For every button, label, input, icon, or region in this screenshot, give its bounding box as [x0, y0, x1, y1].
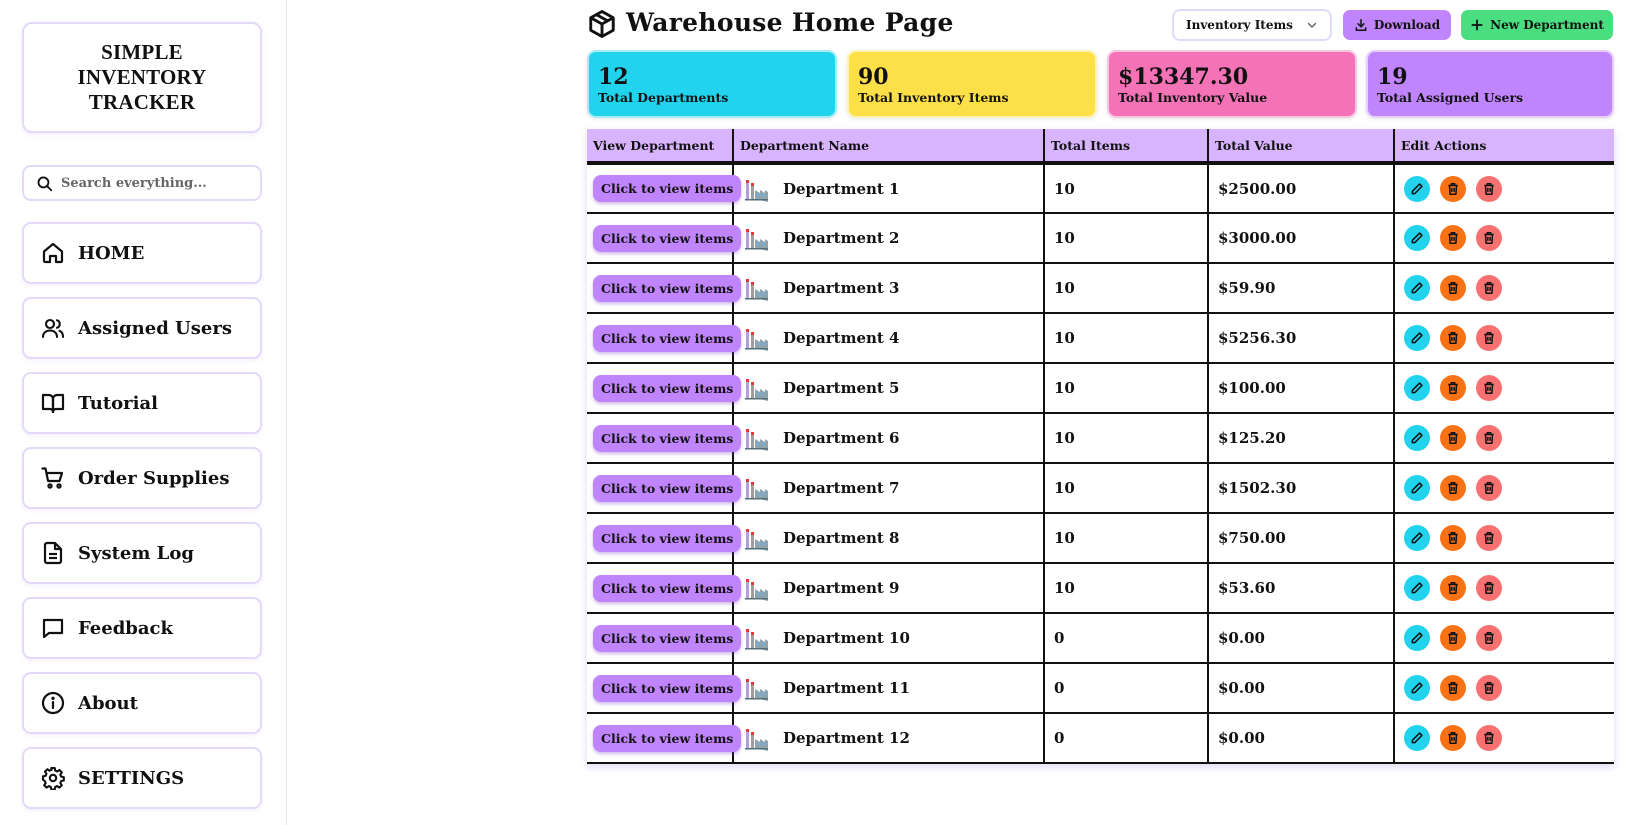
sidebar-item-label: Feedback	[78, 617, 173, 639]
trash-icon	[1482, 231, 1496, 245]
delete-items-button[interactable]	[1440, 525, 1466, 551]
view-cell	[587, 213, 733, 263]
sidebar-item-order-supplies[interactable]	[22, 447, 262, 509]
items-cell: 10	[1044, 313, 1208, 363]
trash-icon	[1482, 381, 1496, 395]
department-name: Department 5	[783, 379, 900, 397]
name-cell	[733, 213, 1044, 263]
trash-icon	[1446, 231, 1460, 245]
delete-department-button[interactable]	[1476, 176, 1502, 202]
items-cell: 10	[1044, 363, 1208, 413]
actions-cell	[1394, 163, 1614, 213]
trash-icon	[1482, 681, 1496, 695]
name-cell	[733, 413, 1044, 463]
trash-icon	[1482, 531, 1496, 545]
actions-cell	[1394, 563, 1614, 613]
column-header: Department Name	[733, 129, 1044, 163]
column-header: Total Value	[1208, 129, 1394, 163]
delete-department-button[interactable]	[1476, 325, 1502, 351]
table-row	[587, 213, 1614, 263]
trash-icon	[1446, 681, 1460, 695]
department-name: Department 3	[783, 279, 900, 297]
delete-department-button[interactable]	[1476, 625, 1502, 651]
view-items-button[interactable]: Click to view items	[593, 525, 741, 552]
trash-icon	[1446, 731, 1460, 745]
stat-value: 90	[858, 64, 889, 90]
items-cell: 10	[1044, 563, 1208, 613]
table-row	[587, 363, 1614, 413]
delete-department-button[interactable]	[1476, 375, 1502, 401]
delete-items-button[interactable]	[1440, 675, 1466, 701]
trash-icon	[1482, 281, 1496, 295]
sidebar-item-label: Assigned Users	[78, 317, 232, 339]
sidebar-item-tutorial[interactable]	[22, 372, 262, 434]
box-icon	[587, 8, 617, 40]
name-cell	[733, 713, 1044, 763]
table-row	[587, 163, 1614, 213]
sidebar-item-assigned-users[interactable]	[22, 297, 262, 359]
items-cell: 0	[1044, 713, 1208, 763]
search-input[interactable]	[61, 176, 251, 191]
delete-items-button[interactable]	[1440, 575, 1466, 601]
factory-icon	[743, 275, 769, 301]
delete-department-button[interactable]	[1476, 575, 1502, 601]
edit-button[interactable]	[1404, 625, 1430, 651]
view-cell	[587, 563, 733, 613]
trash-icon	[1446, 531, 1460, 545]
home-icon	[41, 241, 65, 265]
edit-button[interactable]	[1404, 725, 1430, 751]
name-cell	[733, 563, 1044, 613]
pencil-icon	[1410, 331, 1424, 345]
pencil-icon	[1410, 731, 1424, 745]
view-cell	[587, 413, 733, 463]
trash-icon	[1482, 331, 1496, 345]
name-cell	[733, 663, 1044, 713]
edit-button[interactable]	[1404, 425, 1430, 451]
message-icon	[41, 616, 65, 640]
department-name: Department 6	[783, 429, 900, 447]
delete-items-button[interactable]	[1440, 725, 1466, 751]
edit-button[interactable]	[1404, 525, 1430, 551]
sidebar-item-label: Order Supplies	[78, 467, 230, 489]
view-cell	[587, 663, 733, 713]
value-cell: $5256.30	[1208, 313, 1394, 363]
sidebar-item-feedback[interactable]	[22, 597, 262, 659]
trash-icon	[1446, 581, 1460, 595]
view-items-button[interactable]: Click to view items	[593, 725, 741, 752]
factory-icon	[743, 325, 769, 351]
gear-icon	[41, 766, 65, 790]
trash-icon	[1482, 182, 1496, 196]
factory-icon	[743, 625, 769, 651]
actions-cell	[1394, 463, 1614, 513]
table-row	[587, 463, 1614, 513]
trash-icon	[1446, 431, 1460, 445]
name-cell	[733, 513, 1044, 563]
sidebar-item-label: System Log	[78, 542, 194, 564]
delete-department-button[interactable]	[1476, 425, 1502, 451]
view-cell	[587, 313, 733, 363]
chevron-down-icon	[1306, 19, 1318, 31]
new-department-label: New Department	[1490, 18, 1604, 32]
view-items-button[interactable]: Click to view items	[593, 575, 741, 602]
factory-icon	[743, 225, 769, 251]
view-cell	[587, 513, 733, 563]
pencil-icon	[1410, 481, 1424, 495]
sidebar	[0, 0, 287, 825]
column-header: View Department	[587, 129, 733, 163]
column-header: Edit Actions	[1394, 129, 1614, 163]
delete-items-button[interactable]	[1440, 275, 1466, 301]
delete-department-button[interactable]	[1476, 475, 1502, 501]
trash-icon	[1446, 381, 1460, 395]
actions-cell	[1394, 713, 1614, 763]
sidebar-item-label: HOME	[78, 242, 145, 264]
select-value: Inventory Items	[1186, 18, 1293, 32]
items-cell: 0	[1044, 613, 1208, 663]
trash-icon	[1446, 182, 1460, 196]
stat-card-inventory-items	[847, 50, 1097, 118]
edit-button[interactable]	[1404, 225, 1430, 251]
value-cell: $0.00	[1208, 713, 1394, 763]
table-row	[587, 713, 1614, 763]
stat-label: Total Departments	[598, 90, 729, 105]
actions-cell	[1394, 313, 1614, 363]
pencil-icon	[1410, 231, 1424, 245]
logo-line: TRACKER	[88, 90, 196, 114]
download-label: Download	[1373, 18, 1441, 32]
delete-department-button[interactable]	[1476, 675, 1502, 701]
sidebar-item-system-log[interactable]	[22, 522, 262, 584]
factory-icon	[743, 176, 769, 202]
stat-value: 19	[1377, 64, 1408, 90]
table-row	[587, 263, 1614, 313]
actions-cell	[1394, 263, 1614, 313]
factory-icon	[743, 525, 769, 551]
view-items-button[interactable]: Click to view items	[593, 425, 741, 452]
trash-icon	[1446, 281, 1460, 295]
factory-icon	[743, 725, 769, 751]
download-icon	[1354, 18, 1368, 32]
page-title: Warehouse Home Page	[626, 8, 954, 37]
items-cell: 10	[1044, 513, 1208, 563]
name-cell	[733, 463, 1044, 513]
value-cell: $59.90	[1208, 263, 1394, 313]
stat-label: Total Inventory Items	[858, 90, 1009, 105]
trash-icon	[1482, 481, 1496, 495]
items-cell: 10	[1044, 413, 1208, 463]
trash-icon	[1482, 631, 1496, 645]
app-logo[interactable]	[22, 22, 262, 133]
department-name: Department 4	[783, 329, 900, 347]
department-name: Department 9	[783, 579, 900, 597]
pencil-icon	[1410, 581, 1424, 595]
table-row	[587, 663, 1614, 713]
table-row	[587, 513, 1614, 563]
pencil-icon	[1410, 281, 1424, 295]
pencil-icon	[1410, 531, 1424, 545]
sidebar-item-label: SETTINGS	[78, 767, 185, 789]
value-cell: $3000.00	[1208, 213, 1394, 263]
view-cell	[587, 263, 733, 313]
department-name: Department 12	[783, 729, 910, 747]
view-cell	[587, 363, 733, 413]
view-select[interactable]	[1172, 9, 1332, 41]
trash-icon	[1482, 731, 1496, 745]
trash-icon	[1446, 481, 1460, 495]
edit-button[interactable]	[1404, 475, 1430, 501]
value-cell: $53.60	[1208, 563, 1394, 613]
column-header: Total Items	[1044, 129, 1208, 163]
delete-items-button[interactable]	[1440, 225, 1466, 251]
book-icon	[41, 391, 65, 415]
search-box	[22, 165, 262, 201]
department-name: Department 10	[783, 629, 910, 647]
edit-button[interactable]	[1404, 275, 1430, 301]
items-cell: 10	[1044, 463, 1208, 513]
value-cell: $0.00	[1208, 613, 1394, 663]
department-name: Department 11	[783, 679, 910, 697]
trash-icon	[1482, 581, 1496, 595]
view-cell	[587, 163, 733, 213]
stat-value: $13347.30	[1118, 64, 1249, 90]
value-cell: $100.00	[1208, 363, 1394, 413]
name-cell	[733, 313, 1044, 363]
factory-icon	[743, 425, 769, 451]
name-cell	[733, 263, 1044, 313]
department-name: Department 1	[783, 179, 900, 198]
pencil-icon	[1410, 381, 1424, 395]
stat-label: Total Assigned Users	[1377, 90, 1524, 105]
pencil-icon	[1410, 182, 1424, 196]
delete-department-button[interactable]	[1476, 275, 1502, 301]
sidebar-item-about[interactable]	[22, 672, 262, 734]
view-items-button[interactable]: Click to view items	[593, 175, 741, 202]
trash-icon	[1446, 331, 1460, 345]
name-cell	[733, 163, 1044, 213]
name-cell	[733, 613, 1044, 663]
factory-icon	[743, 575, 769, 601]
actions-cell	[1394, 663, 1614, 713]
logo-line: INVENTORY	[77, 65, 207, 89]
stat-card-inventory-value	[1107, 50, 1357, 118]
edit-button[interactable]	[1404, 176, 1430, 202]
users-icon	[41, 316, 65, 340]
info-icon	[41, 691, 65, 715]
delete-department-button[interactable]	[1476, 525, 1502, 551]
view-cell	[587, 613, 733, 663]
delete-items-button[interactable]	[1440, 176, 1466, 202]
table-header-row	[587, 129, 1614, 163]
file-icon	[41, 541, 65, 565]
name-cell	[733, 363, 1044, 413]
sidebar-item-settings[interactable]	[22, 747, 262, 809]
view-items-button[interactable]: Click to view items	[593, 625, 741, 652]
stat-value: 12	[598, 64, 629, 90]
pencil-icon	[1410, 631, 1424, 645]
table-row	[587, 313, 1614, 363]
actions-cell	[1394, 363, 1614, 413]
actions-cell	[1394, 613, 1614, 663]
departments-table	[587, 129, 1614, 764]
department-name: Department 2	[783, 229, 900, 247]
department-name: Department 8	[783, 529, 900, 547]
edit-button[interactable]	[1404, 375, 1430, 401]
stat-card-departments	[587, 50, 837, 118]
edit-button[interactable]	[1404, 575, 1430, 601]
factory-icon	[743, 375, 769, 401]
delete-department-button[interactable]	[1476, 225, 1502, 251]
actions-cell	[1394, 413, 1614, 463]
view-cell	[587, 713, 733, 763]
cart-icon	[41, 466, 65, 490]
stat-card-assigned-users	[1366, 50, 1614, 118]
value-cell: $0.00	[1208, 663, 1394, 713]
items-cell: 10	[1044, 213, 1208, 263]
new-department-button[interactable]	[1461, 10, 1613, 40]
department-name: Department 7	[783, 479, 900, 497]
actions-cell	[1394, 213, 1614, 263]
actions-cell	[1394, 513, 1614, 563]
view-items-button[interactable]: Click to view items	[593, 225, 741, 252]
view-items-button[interactable]: Click to view items	[593, 675, 741, 702]
items-cell: 10	[1044, 263, 1208, 313]
sidebar-item-label: Tutorial	[78, 392, 158, 414]
trash-icon	[1482, 431, 1496, 445]
download-button[interactable]	[1343, 10, 1451, 40]
delete-items-button[interactable]	[1440, 425, 1466, 451]
delete-department-button[interactable]	[1476, 725, 1502, 751]
logo-line: SIMPLE	[101, 40, 183, 64]
edit-button[interactable]	[1404, 675, 1430, 701]
search-icon	[36, 175, 53, 192]
delete-items-button[interactable]	[1440, 325, 1466, 351]
table-row	[587, 563, 1614, 613]
view-items-button[interactable]: Click to view items	[593, 375, 741, 402]
delete-items-button[interactable]	[1440, 475, 1466, 501]
pencil-icon	[1410, 681, 1424, 695]
factory-icon	[743, 675, 769, 701]
items-cell: 0	[1044, 663, 1208, 713]
value-cell: $750.00	[1208, 513, 1394, 563]
value-cell: $2500.00	[1208, 163, 1394, 213]
plus-icon	[1470, 18, 1484, 32]
value-cell: $1502.30	[1208, 463, 1394, 513]
table-row	[587, 413, 1614, 463]
factory-icon	[743, 475, 769, 501]
view-cell	[587, 463, 733, 513]
view-items-button[interactable]: Click to view items	[593, 275, 741, 302]
delete-items-button[interactable]	[1440, 375, 1466, 401]
delete-items-button[interactable]	[1440, 625, 1466, 651]
view-items-button[interactable]: Click to view items	[593, 325, 741, 352]
table-row	[587, 613, 1614, 663]
value-cell: $125.20	[1208, 413, 1394, 463]
stat-label: Total Inventory Value	[1118, 90, 1268, 105]
sidebar-item-label: About	[78, 692, 138, 714]
items-cell: 10	[1044, 163, 1208, 213]
sidebar-item-home[interactable]	[22, 222, 262, 284]
edit-button[interactable]	[1404, 325, 1430, 351]
view-items-button[interactable]: Click to view items	[593, 475, 741, 502]
trash-icon	[1446, 631, 1460, 645]
pencil-icon	[1410, 431, 1424, 445]
